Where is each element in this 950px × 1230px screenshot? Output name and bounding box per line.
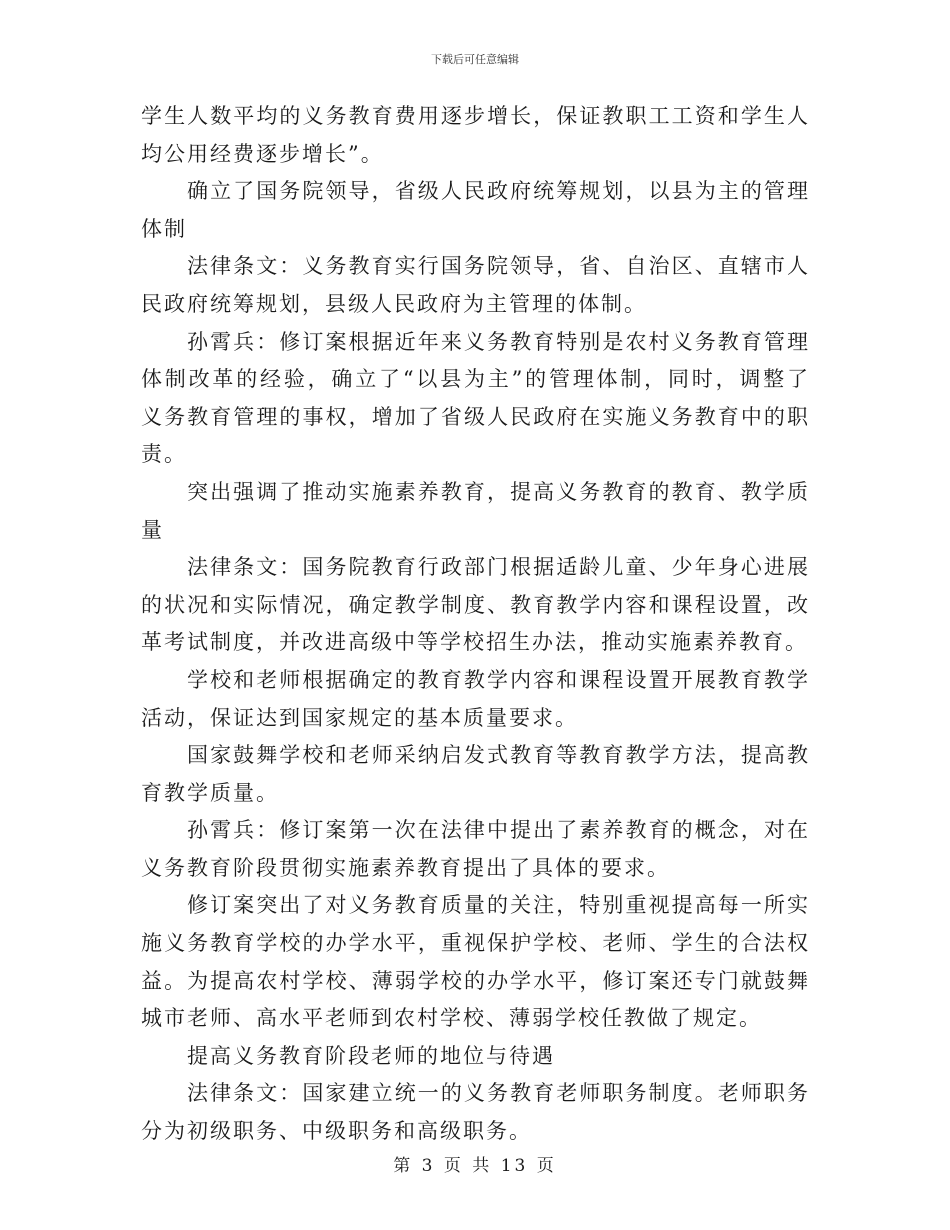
- document-body: [141, 98, 810, 1151]
- paragraph-continuation: 学生人数平均的义务教育费用逐步增长，保证教职工工资和学生人均公用经费逐步增长”。: [141, 104, 810, 166]
- paragraph-commentary-management: 孙霄兵：修订案根据近年来义务教育特别是农村义务教育管理体制改革的经验，确立了“以县为主”的管理体制，同时，调整了义务教育管理的事权，增加了省级人民政府在实施义务教育中的职责。: [141, 329, 810, 467]
- page-header-note: 下载后可任意编辑: [431, 53, 519, 66]
- paragraph-law-article-methods: 国家鼓舞学校和老师采纳启发式教育等教育教学方法，提高教育教学质量。: [141, 743, 810, 805]
- page-number-footer: 第 3 页 共 13 页: [393, 1156, 557, 1176]
- section-heading-quality-education: 突出强调了推动实施素养教育，提高义务教育的教育、教学质量: [141, 479, 810, 542]
- paragraph-law-article-schools: 学校和老师根据确定的教育教学内容和课程设置开展教育教学活动，保证达到国家规定的基本质量要求。: [141, 667, 810, 730]
- paragraph-commentary-quality-focus: 修订案突出了对义务教育质量的关注，特别重视提高每一所实施义务教育学校的办学水平，重视保护学校、老师、学生的合法权益。为提高农村学校、薄弱学校的办学水平，修订案还专门就鼓舞城市老师、高水平老师到农村学校、薄弱学校任教做了规定。: [141, 893, 810, 1031]
- paragraph-commentary-quality-concept: 孙霄兵：修订案第一次在法律中提出了素养教育的概念，对在义务教育阶段贯彻实施素养教育提出了具体的要求。: [141, 818, 810, 880]
- paragraph-law-article-management: 法律条文：义务教育实行国务院领导，省、自治区、直辖市人民政府统筹规划，县级人民政府为主管理的体制。: [141, 254, 810, 316]
- paragraph-law-article-teacher-ranks: 法律条文：国家建立统一的义务教育老师职务制度。老师职务分为初级职务、中级职务和高级职务。: [141, 1081, 810, 1144]
- paragraph-law-article-curriculum: 法律条文：国务院教育行政部门根据适龄儿童、少年身心进展的状况和实际情况，确定教学制度、教育教学内容和课程设置，改革考试制度，并改进高级中等学校招生办法，推动实施素养教育。: [141, 555, 810, 655]
- section-heading-management-system: 确立了国务院领导，省级人民政府统筹规划，以县为主的管理体制: [141, 179, 810, 241]
- section-heading-teacher-status: 提高义务教育阶段老师的地位与待遇: [187, 1043, 555, 1068]
